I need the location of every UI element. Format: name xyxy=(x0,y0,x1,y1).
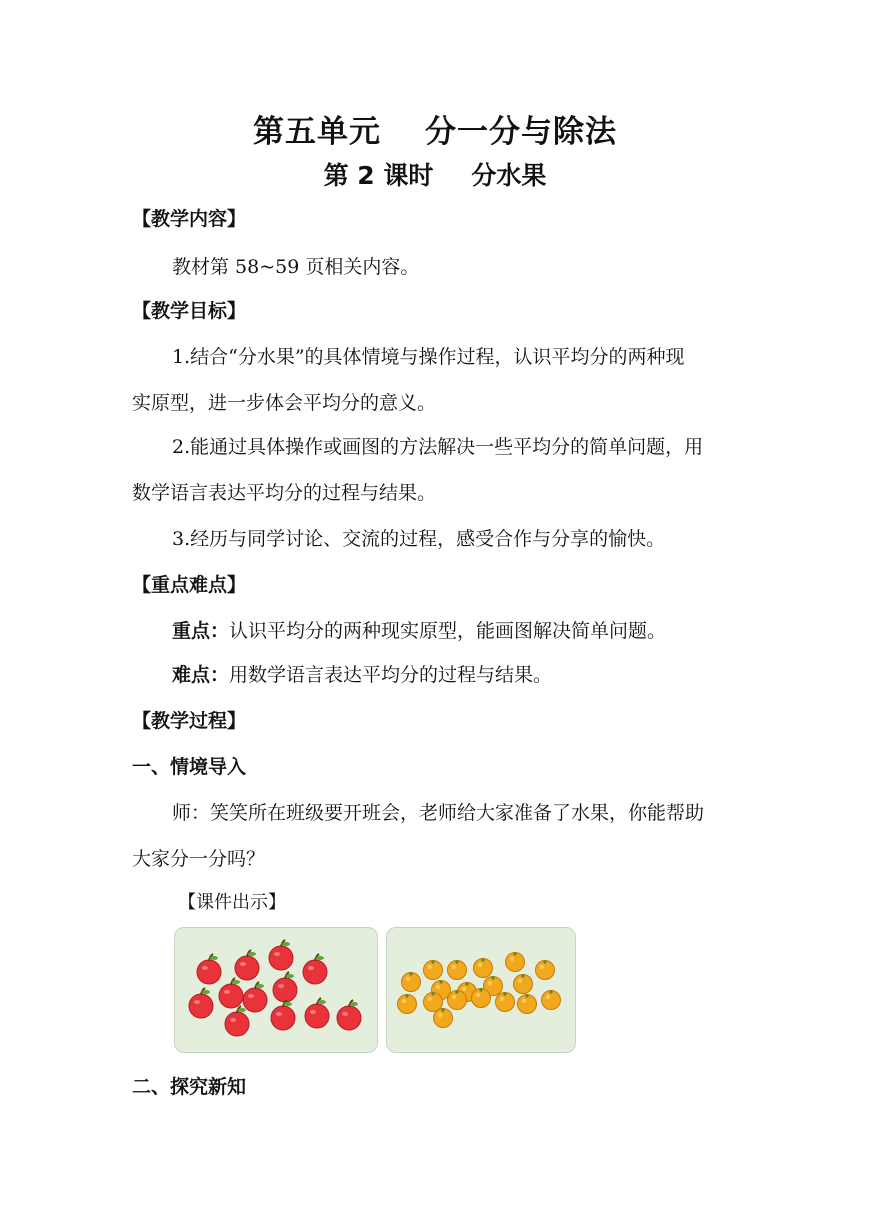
key-point xyxy=(172,618,666,644)
apples-illustration xyxy=(175,928,379,1054)
orange-icon xyxy=(434,1008,453,1027)
oranges-panel xyxy=(386,927,576,1053)
orange-icon xyxy=(506,952,525,971)
apple-icon xyxy=(197,954,221,984)
orange-icon xyxy=(448,960,467,979)
difficult-label: 难点： xyxy=(172,664,230,686)
goal-1-line-2: 实原型，进一步体会平均分的意义。 xyxy=(132,392,437,414)
goal-2-line-1: 2.能通过具体操作或画图的方法解决一些平均分的简单问题，用 xyxy=(172,436,704,458)
orange-icon xyxy=(514,974,533,993)
unit-title-name: 分一分与除法 xyxy=(425,114,617,150)
orange-icon xyxy=(402,972,421,991)
lesson-title xyxy=(0,156,870,192)
apple-icon xyxy=(243,982,267,1012)
apple-icon xyxy=(235,950,259,980)
orange-icon xyxy=(448,990,467,1009)
orange-icon xyxy=(424,960,443,979)
key-label: 重点： xyxy=(172,620,230,642)
orange-icon xyxy=(518,994,537,1013)
apple-icon xyxy=(337,1000,361,1030)
goal-1-line-1: 1.结合“分水果”的具体情境与操作过程，认识平均分的两种现 xyxy=(172,346,685,368)
apple-icon xyxy=(189,988,213,1018)
lesson-number: 第 2 课时 xyxy=(323,161,434,190)
part-2-heading: 二、探究新知 xyxy=(132,1076,247,1098)
apple-icon xyxy=(273,972,297,1002)
teacher-line-1: 师：笑笑所在班级要开班会，老师给大家准备了水果，你能帮助 xyxy=(172,802,705,824)
teacher-line-2: 大家分一分吗？ xyxy=(132,848,266,870)
orange-icon xyxy=(496,992,515,1011)
key-text: 认识平均分的两种现实原型，能画图解决简单问题。 xyxy=(229,620,667,642)
orange-icon xyxy=(472,988,491,1007)
orange-icon xyxy=(542,990,561,1009)
apple-icon xyxy=(225,1006,249,1036)
lesson-name: 分水果 xyxy=(471,161,547,190)
orange-icon xyxy=(536,960,555,979)
goals-heading: 【教学目标】 xyxy=(132,300,247,322)
part-1-heading: 一、情境导入 xyxy=(132,756,247,778)
apple-icon xyxy=(305,998,329,1028)
content-text: 教材第 58~59 页相关内容。 xyxy=(172,256,420,278)
apple-icon xyxy=(303,954,327,984)
goal-2-line-2: 数学语言表达平均分的过程与结果。 xyxy=(132,482,437,504)
orange-icon xyxy=(474,958,493,977)
process-heading: 【教学过程】 xyxy=(132,710,247,732)
apple-icon xyxy=(271,1000,295,1030)
content-heading: 【教学内容】 xyxy=(132,208,247,230)
key-heading: 【重点难点】 xyxy=(132,574,247,596)
apple-icon xyxy=(269,940,293,970)
courseware-label: 【课件出示】 xyxy=(178,892,286,913)
goal-3: 3.经历与同学讨论、交流的过程，感受合作与分享的愉快。 xyxy=(172,528,666,550)
unit-title-number: 第五单元 xyxy=(253,114,381,150)
apples-panel xyxy=(174,927,378,1053)
orange-icon xyxy=(398,994,417,1013)
oranges-illustration xyxy=(387,928,577,1054)
difficult-point xyxy=(172,662,552,688)
apple-icon xyxy=(219,978,243,1008)
difficult-text: 用数学语言表达平均分的过程与结果。 xyxy=(229,664,553,686)
unit-title xyxy=(0,106,870,151)
